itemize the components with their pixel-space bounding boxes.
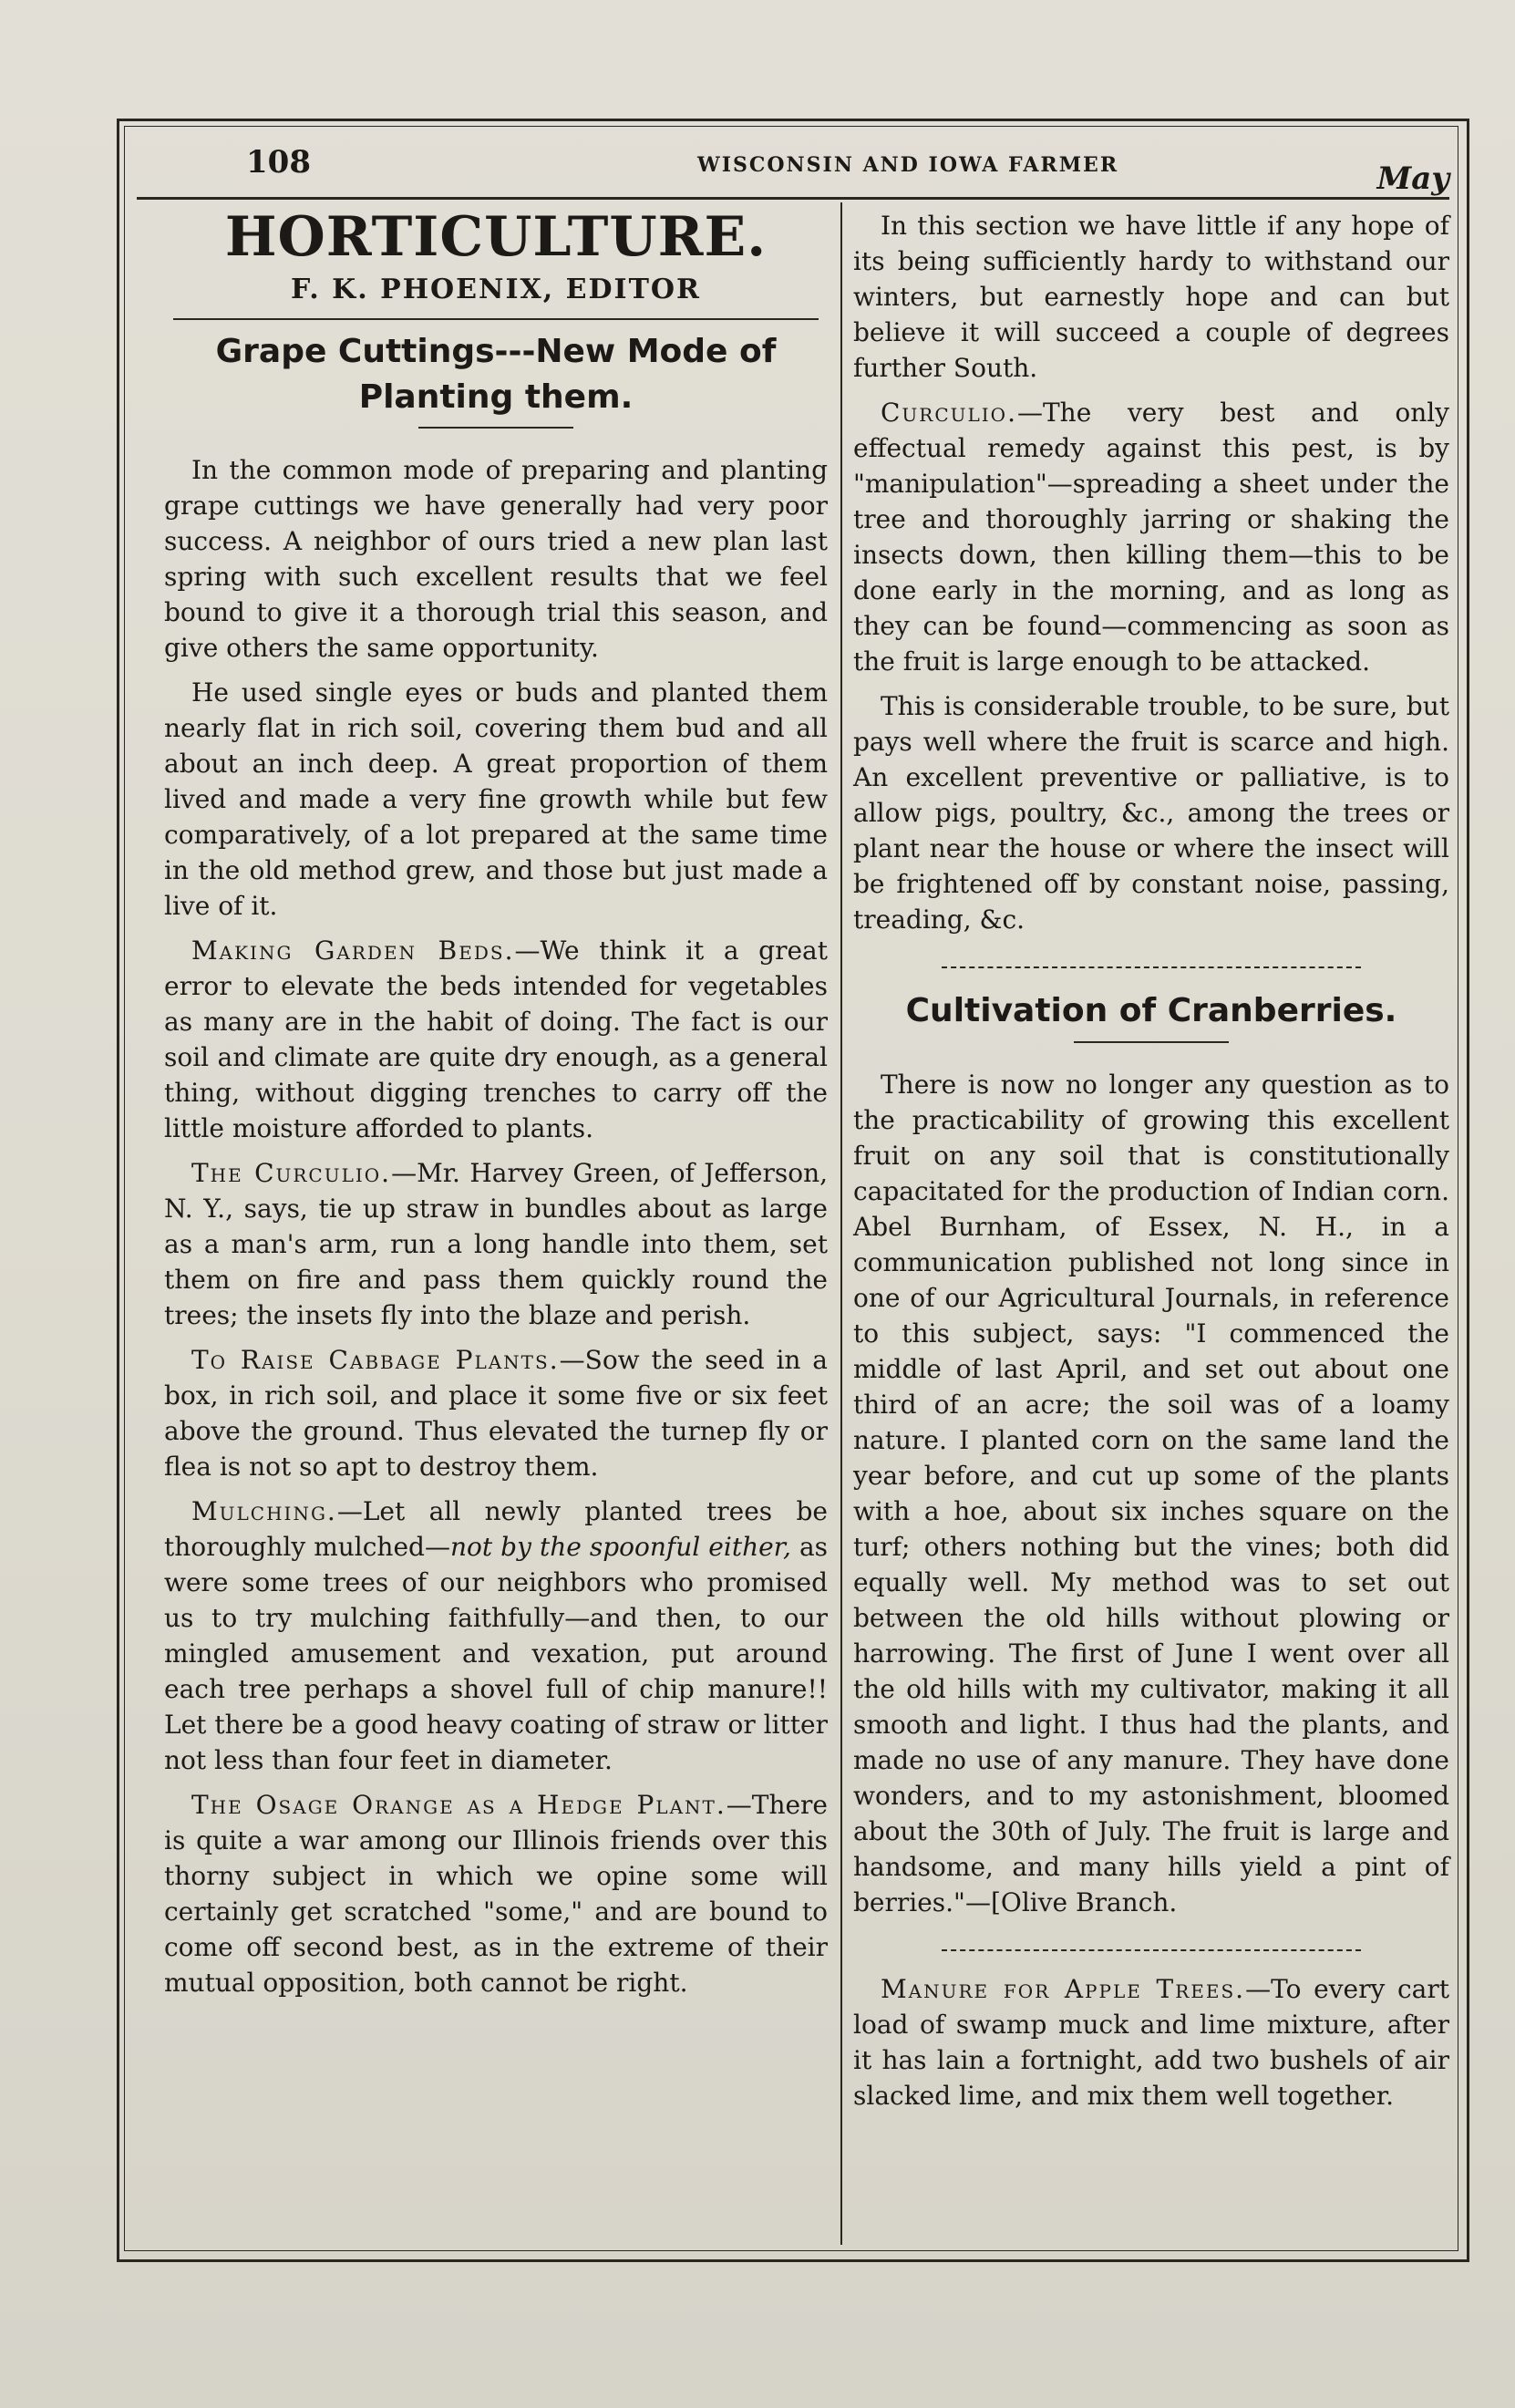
paragraph-curculio-remedy [853,395,1449,679]
article-paragraph: This is considerable trouble, to be sure, but pays well where the fruit is scarce and high. An excellent preventive or palliative, is to allow pigs, poultry, &c., among the trees or plant near the house or where the insect will be frightened off by constant noise, passing, treading, &c. [853,691,1449,935]
right-column [853,208,1449,2123]
masthead-rule [173,318,819,320]
paragraph-garden-beds [164,933,828,1146]
run-in-heading: The Osage Orange as a Hedge Plant. [191,1790,727,1821]
article-title-line-1: Grape Cuttings---New Mode of [215,333,777,370]
section-editor: F. K. PHOENIX, EDITOR [291,274,701,305]
paragraph-text: as were some trees of our neighbors who promised us to try mulching faithfully—and then, to our mingled amusement and vexation, put around each tree perhaps a shovel full of chip manure!! Let there be a good heavy coating of straw or litter not less than four feet in diameter. [164,1532,829,1776]
header-rule [137,197,1449,200]
article-title [164,329,828,419]
section-divider [942,966,1361,968]
paragraph-text: —To every cart load of swamp muck and lime mixture, after it has lain a fortnight, add two bushels of air slacked lime, and mix them well together. [853,1973,1449,2111]
run-in-heading: The Curculio. [191,1158,392,1189]
run-in-heading: Making Garden Beds. [191,935,515,966]
column-divider [840,202,842,2245]
paragraph-text: —Sow the seed in a box, in rich soil, and place it some five or six feet above the ground. Thus elevated the turnep fly or flea is not so apt to destroy them. [164,1345,829,1483]
paragraph-text: —Let all newly planted trees be thoroughly mulched— [164,1496,828,1563]
paragraph-mulching [164,1493,828,1778]
run-in-heading: Manure for Apple Trees. [881,1973,1246,2004]
paragraph-text: —Mr. Harvey Green, of Jefferson, N. Y., says, tie up straw in bundles about as large as a man's arm, run a long handle into them, set them on fire and pass them quickly round the trees; the insets fly into the blaze and perish. [164,1158,828,1331]
running-head [137,144,1458,197]
paragraph-text: —We think it a great error to elevate the beds intended for vegetables as many are in the habit of doing. The fact is our soil and climate are quite dry enough, as a general thing, without digging trenches to carry off the little moisture afforded to plants. [164,935,828,1144]
paragraph-osage [164,1787,828,2000]
article-paragraph: In the common mode of preparing and planting grape cuttings we have generally had very poor success. A neighbor of ours tried a new plan last spring with such excellent results that we feel bound to give it a thorough trial this season, and give others the same opportunity. [164,455,828,664]
title-rule [418,427,573,429]
continued-paragraph: In this section we have little if any hope of its being sufficiently hardy to withstand our winters, but earnestly hope and can but believe it will succeed a couple of degrees further South. [853,211,1449,383]
run-in-heading: Mulching. [191,1496,337,1527]
journal-title: WISCONSIN AND IOWA FARMER [697,153,1119,177]
issue-month: May [1376,160,1449,197]
paragraph-manure [853,1971,1449,2113]
paragraph-curculio [164,1155,828,1333]
article-title-line-2: Planting them. [358,377,634,416]
article-paragraph: He used single eyes or buds and planted them nearly flat in rich soil, covering them bud and all about an inch deep. A great proportion of them lived and made a very fine growth while but few comparatively, of a lot prepared at the same time in the old method grew, and those but just made a live of it. [164,677,828,922]
run-in-heading: To Raise Cabbage Plants. [191,1345,560,1376]
article-paragraph: There is now no longer any question as to the practicability of growing this excellent fruit on any soil that is constitutionally capacitated for the production of Indian corn. Abel Burnham, of Essex, N. H., in a communication published not long since in one of our Agricultural Journals, in reference to this subject, says: "I commenced the middle of last April, and set out about one third of an acre; the soil was of a loamy nature. I planted corn on the same land the year before, and cut up some of the plants with a hoe, about six inches square on the turf; others nothing but the vines; both did equally well. My method was to set out between the old hills without plowing or harrowing. The first of June I went over all the old hills with my cultivator, making it all smooth and light. I thus had the plants, and made no use of any manure. They have done wonders, and to my astonishment, bloomed about the 30th of July. The fruit is large and handsome, and many hills yield a pint of berries."—[Olive Branch. [853,1069,1449,1917]
page-number: 108 [246,144,311,181]
section-title: HORTICULTURE. [224,205,768,269]
run-in-heading: Curculio. [881,398,1017,428]
italic-phrase: not by the spoonful either, [449,1532,791,1563]
paragraph-text: —There is quite a war among our Illinois friends over this thorny subject in which we opine some will certainly get scratched "some," and are bound to come off second best, as in the extreme of their mutual opposition, both cannot be right. [164,1790,828,1999]
section-divider [942,1949,1361,1951]
article-title-cranberries: Cultivation of Cranberries. [905,992,1397,1029]
title-rule [1074,1041,1229,1043]
left-column [164,205,829,2010]
paragraph-cabbage [164,1342,828,1484]
paragraph-text: —The very best and only effectual remedy against this pest, is by "manipulation"—spreading a sheet under the tree and thoroughly jarring or shaking the insects down, then killing them—this to be done early in the morning, and as long as they can be found—commencing as soon as the fruit is large enough to be attacked. [853,398,1449,677]
